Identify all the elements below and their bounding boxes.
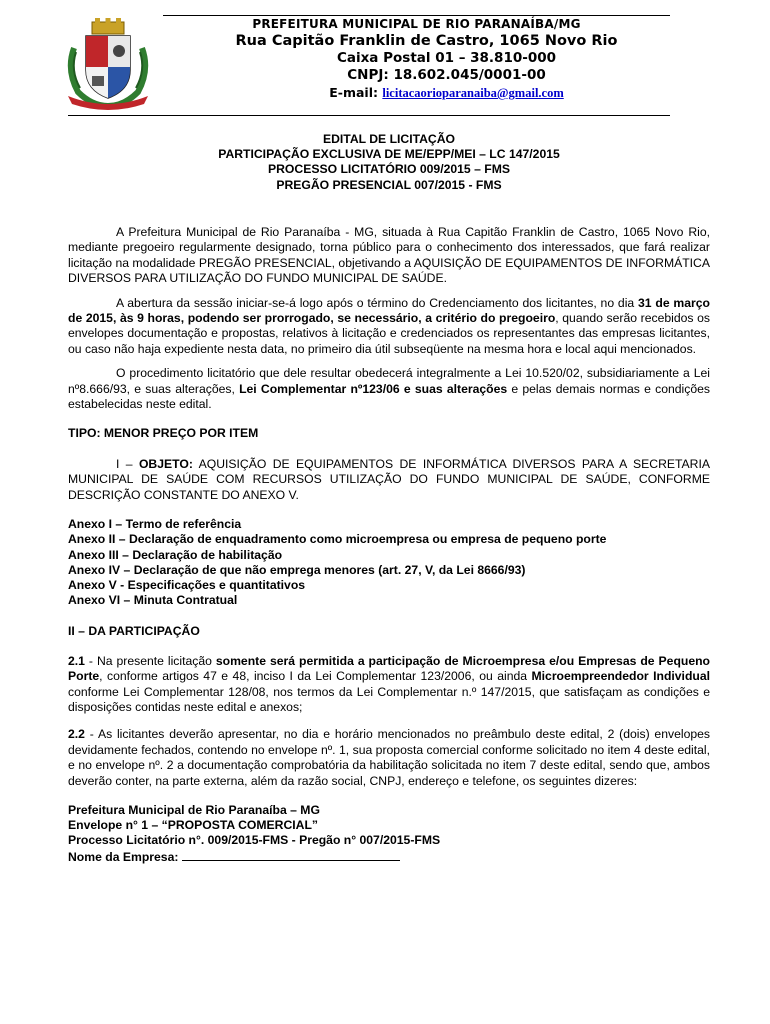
- company-name-label: Nome da Empresa:: [68, 849, 179, 864]
- company-name-blank: [182, 849, 400, 861]
- p3-law-bold: Lei Complementar nº123/06 e suas alterações: [239, 381, 508, 396]
- section-2-2: [68, 727, 710, 789]
- list-item: Anexo II – Declaração de enquadramento como microempresa ou empresa de pequeno porte: [68, 532, 607, 547]
- s21-mei-bold: Microempreendedor Individual: [531, 669, 710, 684]
- email-label: E-mail:: [329, 85, 378, 100]
- header-cnpj: CNPJ: 18.602.045/0001-00: [347, 67, 546, 83]
- p2-text-c: , quando serão recebidos os envelopes documentação e propostas, relativos à licitação e credenciados os representantes das empresas licitantes, ou caso não haja expediente nesta data, no primeiro dia útil subseqüente na mesma hora e local aqui mencionados.: [68, 311, 710, 356]
- objeto-text: AQUISIÇÃO DE EQUIPAMENTOS DE INFORMÁTICA DIVERSOS PARA A SECRETARIA MUNICIPAL DE SAÚDE COM RECURSOS UTILIZAÇÃO DO FUNDO MUNICIPAL DE SAÚDE, CONFORME DESCRIÇÃO CONSTANTE DO ANEXO V.: [68, 456, 711, 502]
- p3-text-c: e pelas demais normas e condições estabelecidas neste edital.: [68, 381, 710, 412]
- header-top-rule: [163, 15, 670, 16]
- list-item: Anexo I – Termo de referência: [68, 517, 242, 532]
- s21-number: 2.1: [68, 653, 85, 668]
- list-item: Anexo VI – Minuta Contratual: [68, 593, 238, 608]
- list-item: Anexo V - Especificações e quantitativos: [68, 577, 306, 592]
- header-municipality: PREFEITURA MUNICIPAL DE RIO PARANAÍBA/MG: [252, 17, 581, 31]
- p2-text-a: A abertura da sessão iniciar-se-á logo após o término do Credenciamento dos licitantes, no dia: [116, 295, 638, 310]
- objeto-prefix: I –: [116, 456, 139, 471]
- p3-text-a: O procedimento licitatório que dele resultar obedecerá integralmente a Lei 10.520/02, subsidiariamente a Lei nº8.666/93, e suas alterações,: [68, 366, 710, 396]
- header-postal-box: Caixa Postal 01 – 38.810-000: [336, 50, 557, 66]
- title-participacao: PARTICIPAÇÃO EXCLUSIVA DE ME/EPP/MEI – LC 147/2015: [218, 147, 560, 162]
- title-edital: EDITAL DE LICITAÇÃO: [322, 132, 456, 146]
- tipo-heading: TIPO: MENOR PREÇO POR ITEM: [68, 426, 259, 441]
- title-pregao: PREGÃO PRESENCIAL 007/2015 - FMS: [276, 177, 502, 192]
- s21-text-bold: somente será permitida a participação de Microempresa e/ou Empresas de Pequeno Porte: [68, 653, 711, 684]
- p2-date-bold: 31 de março de 2015, às 9 horas, podendo ser prorrogado, se necessário, a critério do pregoeiro: [68, 295, 710, 326]
- edital-title-block: [68, 132, 710, 193]
- header-street: Rua Capitão Franklin de Castro, 1065 Novo Rio: [235, 33, 618, 49]
- objeto-paragraph: [68, 457, 710, 503]
- participacao-heading: II – DA PARTICIPAÇÃO: [68, 624, 200, 639]
- list-item: Anexo IV – Declaração de que não emprega menores (art. 27, V, da Lei 8666/93): [68, 562, 526, 577]
- envelope-label-block: [68, 803, 710, 865]
- municipal-coat-of-arms-icon: [62, 18, 154, 110]
- header-email-line: [223, 84, 670, 102]
- anexos-list: [68, 517, 710, 608]
- intro-paragraph-1: A Prefeitura Municipal de Rio Paranaíba - MG, situada à Rua Capitão Franklin de Castro, 1065 Novo Rio, mediante pregoeiro regularmente designado, torna público para o conhecimento dos interessados, que fará realizar licitação na modalidade PREGÃO PRESENCIAL, objetivando a AQUISIÇÃO DE EQUIPAMENTOS DE INFORMÁTICA DIVERSOS PARA UTILIZAÇÃO DO FUNDO MUNICIPAL DE SAÚDE.: [68, 225, 710, 286]
- envelope-line-1: Prefeitura Municipal de Rio Paranaíba – MG: [68, 802, 320, 817]
- s21-text-c: , conforme artigos 47 e 48, inciso I da Lei Complementar 123/2006, ou ainda: [99, 669, 532, 684]
- document-body: [68, 225, 710, 865]
- list-item: Anexo III – Declaração de habilitação: [68, 547, 283, 562]
- intro-paragraph-2: [68, 296, 710, 358]
- section-2-1: [68, 654, 710, 716]
- s22-text: - As licitantes deverão apresentar, no dia e horário mencionados no preâmbulo deste edital, 2 (dois) envelopes devidamente fechados, contendo no envelope nº. 1, sua proposta comercial conforme solicitado no item 4 deste edital, e no envelope nº. 2 a documentação comprobatória da habilitação solicitada no item 7 deste edital, sendo que, ambos deverão conter, na parte externa, além da razão social, CNPJ, endereço e telefone, os seguintes dizeres:: [68, 727, 710, 788]
- header-bottom-rule: [68, 115, 670, 116]
- s21-text-a: - Na presente licitação: [84, 653, 216, 668]
- s21-text-e: conforme Lei Complementar 128/08, nos termos da Lei Complementar n.º 147/2015, que satisfaçam as condições e disposições contidas neste edital e anexos;: [68, 684, 710, 714]
- envelope-line-2: Envelope n° 1 – “PROPOSTA COMERCIAL”: [68, 818, 319, 833]
- email-link[interactable]: licitacaorioparanaiba@gmail.com: [382, 86, 564, 100]
- objeto-label: OBJETO:: [138, 456, 193, 471]
- envelope-line-4: [68, 849, 710, 865]
- s22-number: 2.2: [68, 727, 85, 742]
- envelope-line-3: Processo Licitatório n°. 009/2015-FMS - Pregão n° 007/2015-FMS: [68, 833, 441, 848]
- title-processo: PROCESSO LICITATÓRIO 009/2015 – FMS: [267, 162, 510, 177]
- header-address-block: [163, 17, 670, 102]
- intro-paragraph-3: [68, 366, 710, 412]
